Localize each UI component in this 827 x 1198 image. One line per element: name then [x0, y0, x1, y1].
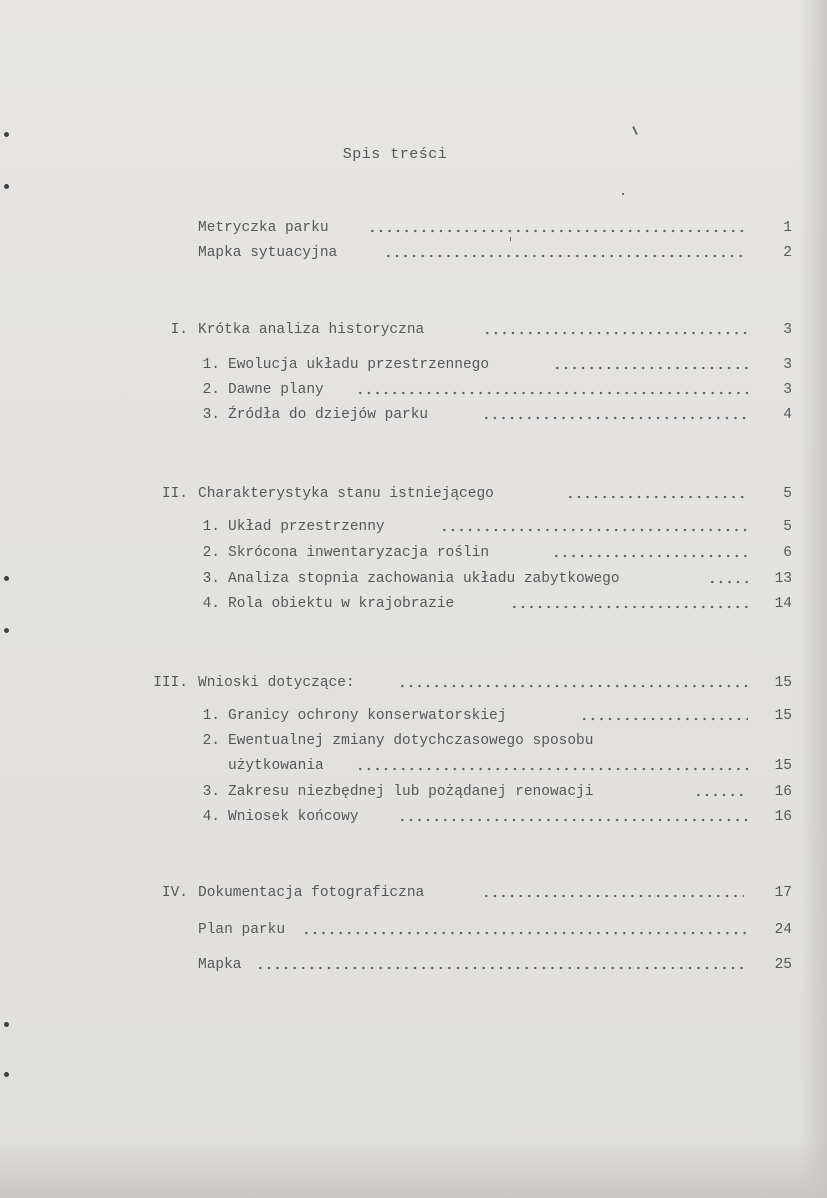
entry-number: 4. — [202, 596, 220, 612]
leader-dots — [708, 569, 748, 589]
leader-dots — [302, 920, 748, 940]
entry-number: 4. — [202, 809, 220, 825]
entry-page: 1 — [783, 220, 792, 236]
leader-dots — [356, 756, 748, 776]
entry-page: 16 — [774, 809, 792, 825]
entry-label: Dawne plany — [228, 382, 324, 398]
entry-label: Wniosek końcowy — [228, 809, 359, 825]
entry-page: 4 — [783, 407, 792, 423]
entry-label: Wnioski dotyczące: — [198, 675, 355, 691]
entry-number: 2. — [202, 545, 220, 561]
leader-dots — [552, 543, 748, 563]
entry-page: 6 — [783, 545, 792, 561]
leader-dots — [694, 782, 748, 802]
entry-page: 16 — [774, 784, 792, 800]
entry-label: Charakterystyka stanu istniejącego — [198, 486, 494, 502]
leader-dots — [440, 517, 748, 537]
leader-dots — [566, 484, 748, 504]
entry-label: użytkowania — [228, 758, 324, 774]
entry-page: 14 — [774, 596, 792, 612]
leader-dots — [368, 218, 748, 238]
entry-label: Metryczka parku — [198, 220, 329, 236]
entry-number: 2. — [202, 733, 220, 749]
leader-dots — [384, 243, 748, 263]
entry-number: 1. — [202, 708, 220, 724]
entry-label: Skrócona inwentaryzacja roślin — [228, 545, 490, 561]
entry-page: 17 — [774, 885, 792, 901]
entry-number: 3. — [202, 784, 220, 800]
entry-page: 3 — [783, 322, 792, 338]
entry-page: 3 — [783, 357, 792, 373]
entry-label: Granicy ochrony konserwatorskiej — [228, 708, 507, 724]
leader-dots — [482, 883, 744, 903]
entry-page: 15 — [774, 708, 792, 724]
entry-page: 25 — [774, 957, 792, 973]
entry-label: Dokumentacja fotograficzna — [198, 885, 425, 901]
entry-number: III. — [153, 675, 188, 691]
entry-page: 15 — [774, 758, 792, 774]
entry-number: 2. — [202, 382, 220, 398]
leader-dots — [553, 355, 748, 375]
entry-page: 15 — [774, 675, 792, 691]
entry-number: IV. — [161, 885, 188, 901]
entry-label: Mapka — [198, 957, 242, 973]
entry-label: Plan parku — [198, 922, 286, 938]
leader-dots — [256, 955, 748, 975]
entry-label: Ewentualnej zmiany dotychczasowego sposobu — [228, 733, 594, 749]
leader-dots — [398, 673, 748, 693]
entry-page: 13 — [774, 571, 792, 587]
entry-page: 3 — [783, 382, 792, 398]
entry-label: Krótka analiza historyczna — [198, 322, 425, 338]
entry-number: I. — [170, 322, 188, 338]
entry-page: 5 — [783, 519, 792, 535]
entry-label: Analiza stopnia zachowania układu zabytkowego — [228, 571, 620, 587]
leader-dots — [482, 405, 748, 425]
entry-label: Rola obiektu w krajobrazie — [228, 596, 455, 612]
entry-label: Ewolucja układu przestrzennego — [228, 357, 490, 373]
leader-dots — [483, 320, 748, 340]
entry-number: II. — [161, 486, 188, 502]
leader-dots — [510, 594, 748, 614]
entry-label: Układ przestrzenny — [228, 519, 385, 535]
entry-page: 5 — [783, 486, 792, 502]
entry-page: 24 — [774, 922, 792, 938]
entry-number: 3. — [202, 571, 220, 587]
entry-label: Zakresu niezbędnej lub pożądanej renowacji — [228, 784, 594, 800]
leader-dots — [580, 706, 748, 726]
leader-dots — [398, 807, 748, 827]
entry-number: 3. — [202, 407, 220, 423]
entry-number: 1. — [202, 357, 220, 373]
entry-label: Mapka sytuacyjna — [198, 245, 338, 261]
entry-label: Źródła do dziejów parku — [228, 407, 429, 423]
document-title: Spis treści — [342, 146, 448, 163]
leader-dots — [356, 380, 748, 400]
entry-number: 1. — [202, 519, 220, 535]
entry-page: 2 — [783, 245, 792, 261]
